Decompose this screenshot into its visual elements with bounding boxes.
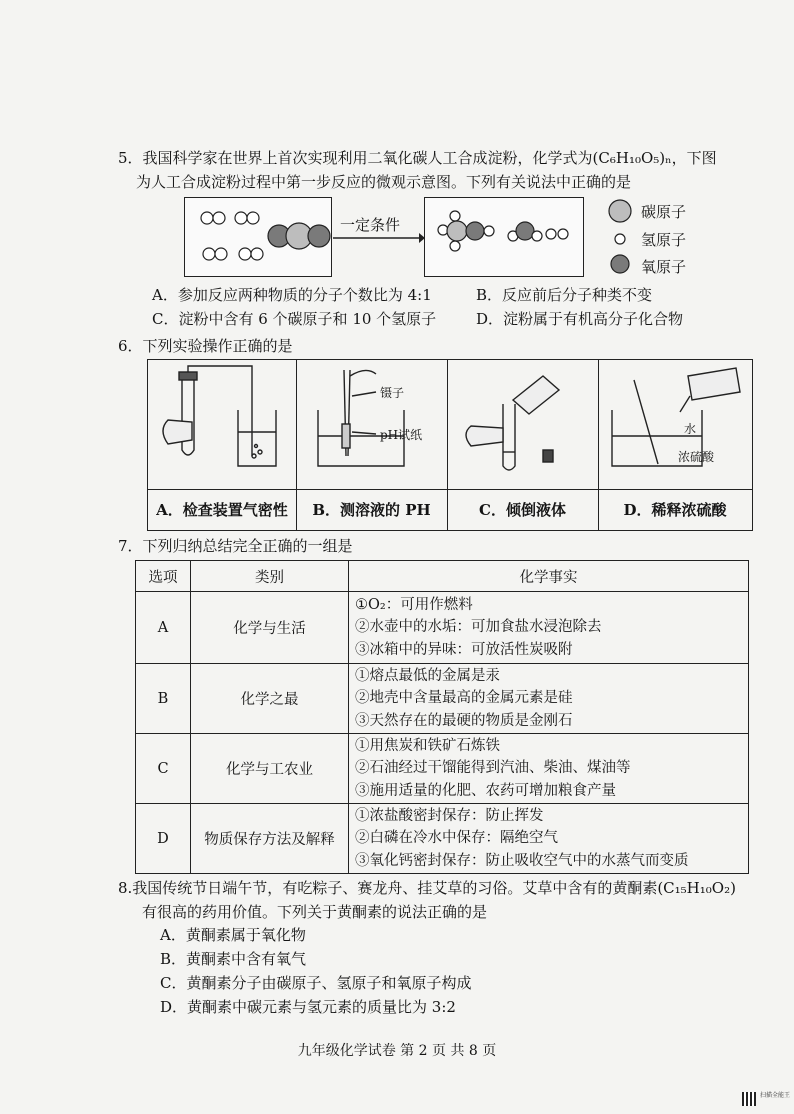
dilute-acid-illustration: [598, 360, 752, 490]
fact-line: ③氧化钙密封保存：防止吸收空气中的水蒸气而变质: [355, 852, 689, 869]
header-category: 类别: [191, 561, 349, 592]
q5-option-a: A．参加反应两种物质的分子个数比为 4:1: [152, 286, 432, 304]
q7-table: [135, 560, 749, 874]
q8-option-c: C．黄酮素分子由碳原子、氢原子和氧原子构成: [160, 974, 472, 992]
fact-line: ①用焦炭和铁矿石炼铁: [355, 737, 500, 754]
legend-carbon: 碳原子: [641, 203, 687, 221]
row-option: B: [136, 664, 191, 734]
airtightness-check-illustration: [148, 360, 296, 490]
reactants-diagram: [185, 198, 331, 276]
experiment-c: [447, 360, 599, 530]
experiment-d: [598, 360, 752, 530]
reaction-condition: 一定条件: [340, 216, 401, 234]
experiment-b-label: B．测溶液的 PH: [296, 489, 447, 530]
row-option: C: [136, 734, 191, 804]
q6-stem: 6．下列实验操作正确的是: [118, 337, 293, 355]
row-category: 化学与工农业: [191, 734, 349, 804]
products-box: [424, 197, 584, 277]
q8-option-b: B．黄酮素中含有氧气: [160, 950, 307, 968]
fact-line: ③施用适量的化肥、农药可增加粮食产量: [355, 782, 616, 799]
fact-line: ①熔点最低的金属是汞: [355, 667, 500, 684]
products-diagram: [425, 198, 583, 276]
water-annotation: 水: [684, 422, 697, 436]
header-facts: 化学事实: [349, 561, 749, 592]
fact-line: ①浓盐酸密封保存：防止挥发: [355, 807, 544, 824]
q5-option-c: C．淀粉中含有 6 个碳原子和 10 个氢原子: [152, 310, 437, 328]
q8-option-d: D．黄酮素中碳元素与氢元素的质量比为 3:2: [160, 998, 456, 1016]
scanner-mark: 扫描全能王: [760, 1092, 791, 1099]
table-row: [136, 734, 749, 804]
legend-oxygen: 氧原子: [641, 258, 687, 276]
row-option: D: [136, 804, 191, 874]
reactants-box: [184, 197, 332, 277]
row-category: 化学与生活: [191, 592, 349, 664]
scanner-logo-icon: [742, 1092, 756, 1106]
q5-option-d: D．淀粉属于有机高分子化合物: [476, 310, 684, 328]
row-option: A: [136, 592, 191, 664]
header-option: 选项: [136, 561, 191, 592]
row-category: 物质保存方法及解释: [191, 804, 349, 874]
experiment-c-label: C．倾倒液体: [447, 489, 598, 530]
q8-stem-line1: 8.我国传统节日端午节，有吃粽子、赛龙舟、挂艾草的习俗。艾草中含有的黄酮素(C₁₅H₁₀O₂): [118, 879, 736, 897]
experiment-a-label: A．检查装置气密性: [148, 489, 296, 530]
fact-line: ③天然存在的最硬的物质是金刚石: [355, 712, 573, 729]
experiment-a: [148, 360, 297, 530]
fact-line: ②白磷在冷水中保存：隔绝空气: [355, 830, 558, 847]
legend-hydrogen: 氢原子: [641, 231, 687, 249]
q7-stem: 7．下列归纳总结完全正确的一组是: [118, 537, 353, 555]
table-row: [136, 592, 749, 664]
fact-line: ②地壳中含量最高的金属元素是硅: [355, 690, 573, 707]
oxygen-atom-icon: [611, 255, 629, 273]
fact-line: ①O₂：可用作燃料: [355, 596, 473, 613]
q8-option-a: A．黄酮素属于氧化物: [160, 926, 306, 944]
table-header-row: [136, 561, 749, 592]
q8-stem-line2: 有很高的药用价值。下列关于黄酮素的说法正确的是: [142, 903, 488, 921]
experiment-b: [296, 360, 448, 530]
pour-liquid-illustration: [447, 360, 598, 490]
experiment-d-label: D．稀释浓硫酸: [598, 489, 752, 530]
table-row: [136, 664, 749, 734]
ph-paper-annotation: pH试纸: [380, 428, 423, 442]
row-facts: [349, 804, 749, 874]
row-facts: [349, 664, 749, 734]
hydrogen-atom-icon: [615, 234, 625, 244]
carbon-atom-icon: [609, 200, 631, 222]
q5-stem-line1: 5．我国科学家在世界上首次实现利用二氧化碳人工合成淀粉，化学式为(C₆H₁₀O₅)ₙ，下图: [118, 149, 717, 167]
tweezers-annotation: 镊子: [380, 386, 405, 400]
fact-line: ②石油经过干馏能得到汽油、柴油、煤油等: [355, 760, 631, 777]
row-facts: [349, 592, 749, 664]
fact-line: ②水壶中的水垢：可加食盐水浸泡除去: [355, 619, 602, 636]
legend-icons: [606, 198, 636, 274]
table-row: [136, 804, 749, 874]
experiment-grid: [147, 359, 753, 531]
q5-option-b: B．反应前后分子种类不变: [476, 286, 653, 304]
ph-test-illustration: [296, 360, 447, 490]
acid-annotation: 浓硫酸: [678, 450, 715, 464]
q5-stem-line2: 为人工合成淀粉过程中第一步反应的微观示意图。下列有关说法中正确的是: [136, 173, 632, 191]
fact-line: ③冰箱中的异味：可放活性炭吸附: [355, 641, 573, 658]
row-category: 化学之最: [191, 664, 349, 734]
page-footer: 九年级化学试卷 第 2 页 共 8 页: [297, 1043, 497, 1059]
row-facts: [349, 734, 749, 804]
